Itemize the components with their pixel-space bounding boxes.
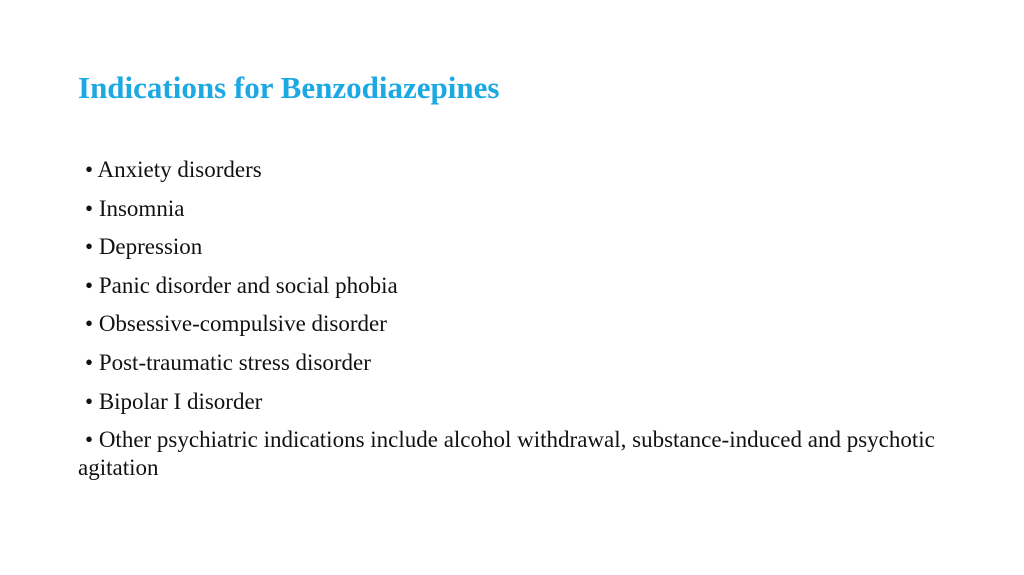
- list-item: [78, 388, 958, 415]
- bullet-icon: •: [85, 234, 94, 260]
- list-item: [78, 195, 958, 222]
- list-item-text: Anxiety disorders: [97, 157, 262, 182]
- bullet-icon: •: [85, 195, 94, 221]
- bullet-icon: •: [85, 272, 94, 298]
- list-item-text: Post-traumatic stress disorder: [98, 349, 371, 375]
- bullet-list: [78, 156, 958, 494]
- list-item: [78, 426, 958, 482]
- list-item-text: Panic disorder and social phobia: [98, 272, 398, 298]
- bullet-icon: •: [85, 157, 94, 182]
- list-item: [78, 310, 958, 337]
- slide-title: Indications for Benzodiazepines: [78, 70, 500, 105]
- bullet-icon: •: [85, 388, 94, 414]
- list-item: [78, 349, 958, 376]
- list-item-text: Bipolar I disorder: [98, 388, 263, 414]
- list-item-text: Other psychiatric indications include alcohol withdrawal, substance-induced and psychotic agitation: [78, 427, 935, 481]
- list-item: [78, 233, 958, 260]
- list-item-text: Depression: [98, 234, 203, 260]
- list-item-text: Insomnia: [98, 195, 185, 221]
- list-item-text: Obsessive-compulsive disorder: [98, 311, 387, 337]
- list-item: [78, 272, 958, 299]
- list-item: [78, 156, 958, 183]
- bullet-icon: •: [85, 427, 94, 453]
- bullet-icon: •: [85, 311, 94, 337]
- bullet-icon: •: [85, 349, 94, 375]
